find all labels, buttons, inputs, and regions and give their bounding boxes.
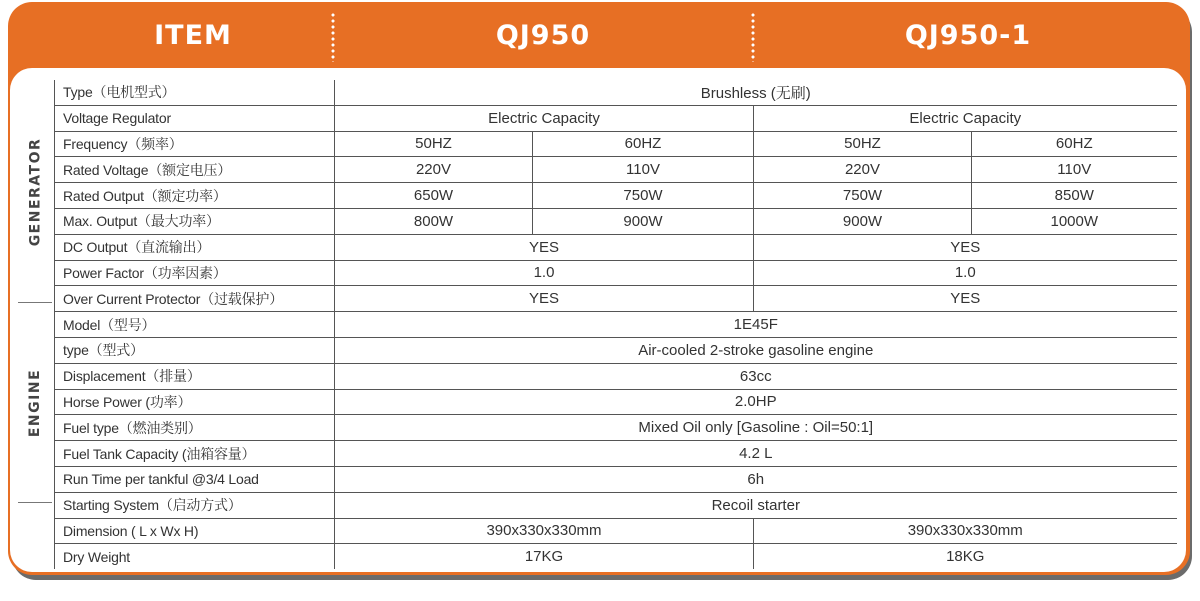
cell-value: 650W [335, 183, 533, 209]
table-row [55, 157, 1177, 183]
table-row [55, 466, 1177, 492]
cell-value: 750W [754, 183, 972, 209]
cell-value: Electric Capacity [335, 105, 754, 131]
row-label: Over Current Protector（过载保护） [55, 286, 335, 312]
cell-value: 850W [972, 183, 1177, 209]
table-row [55, 337, 1177, 363]
row-label: Displacement（排量） [55, 363, 335, 389]
cell-value: Air-cooled 2-stroke gasoline engine [335, 337, 1177, 363]
row-label: DC Output（直流输出） [55, 234, 335, 260]
header-divider-1 [331, 12, 335, 62]
table-row [55, 80, 1177, 105]
table-row [55, 518, 1177, 544]
table-row [55, 389, 1177, 415]
table-row [55, 208, 1177, 234]
row-label: Power Factor（功率因素） [55, 260, 335, 286]
cell-value: 1.0 [335, 260, 754, 286]
cell-value: YES [754, 234, 1177, 260]
spec-table [54, 80, 1177, 569]
row-label: Rated Output（额定功率） [55, 183, 335, 209]
row-label: Rated Voltage（额定电压） [55, 157, 335, 183]
table-row [55, 415, 1177, 441]
row-label: Fuel Tank Capacity (油箱容量） [55, 441, 335, 467]
cell-value: 50HZ [335, 131, 533, 157]
row-label: Fuel type（燃油类别） [55, 415, 335, 441]
table-row [55, 183, 1177, 209]
table-row [55, 544, 1177, 569]
table-row [55, 105, 1177, 131]
table-row [55, 260, 1177, 286]
table-row [55, 441, 1177, 467]
cell-value: 110V [972, 157, 1177, 183]
cell-value: 390x330x330mm [335, 518, 754, 544]
cell-value: 63cc [335, 363, 1177, 389]
row-label: Max. Output（最大功率） [55, 208, 335, 234]
cell-value: 900W [533, 208, 754, 234]
cell-value: Mixed Oil only [Gasoline : Oil=50:1] [335, 415, 1177, 441]
cell-value: YES [335, 234, 754, 260]
table-row [55, 363, 1177, 389]
row-label: Run Time per tankful @3/4 Load [55, 466, 335, 492]
row-label: Frequency（频率） [55, 131, 335, 157]
cell-value: 1000W [972, 208, 1177, 234]
table-row [55, 312, 1177, 338]
cell-value: 800W [335, 208, 533, 234]
cell-value: 60HZ [533, 131, 754, 157]
table-row [55, 286, 1177, 312]
row-label: Type（电机型式） [55, 80, 335, 105]
cell-value: YES [754, 286, 1177, 312]
cell-value: 4.2 L [335, 441, 1177, 467]
cell-value: 60HZ [972, 131, 1177, 157]
cell-value: Brushless (无刷) [335, 80, 1177, 105]
section-divider [18, 502, 52, 503]
cell-value: 390x330x330mm [754, 518, 1177, 544]
header-divider-2 [751, 12, 755, 62]
cell-value: 2.0HP [335, 389, 1177, 415]
cell-value: 900W [754, 208, 972, 234]
table-row [55, 131, 1177, 157]
header-item: ITEM [154, 19, 232, 51]
table-row [55, 492, 1177, 518]
cell-value: 18KG [946, 548, 985, 566]
cell-value: 6h [335, 466, 1177, 492]
table-row [55, 234, 1177, 260]
row-label: Voltage Regulator [55, 105, 335, 131]
cell-value: 1.0 [754, 260, 1177, 286]
cell-value: 50HZ [754, 131, 972, 157]
cell-value: YES [335, 286, 754, 312]
header-model-a: QJ950 [495, 19, 591, 51]
cell-value: 1E45F [335, 312, 1177, 338]
row-label: type（型式） [55, 337, 335, 363]
cell-value: 220V [335, 157, 533, 183]
section-engine: ENGINE [27, 368, 44, 437]
row-label: Model（型号） [55, 312, 335, 338]
row-label: Starting System（启动方式） [55, 492, 335, 518]
cell-value: Recoil starter [335, 492, 1177, 518]
row-label: Dimension ( L x Wx H) [55, 518, 335, 544]
cell-value: 220V [754, 157, 972, 183]
cell-value: 750W [533, 183, 754, 209]
section-generator: GENERATOR [27, 137, 44, 246]
row-label: Dry Weight [55, 544, 335, 569]
cell-value: Electric Capacity [754, 105, 1177, 131]
row-label: Horse Power (功率） [55, 389, 335, 415]
cell-value: 110V [533, 157, 754, 183]
header-model-b: QJ950-1 [904, 19, 1032, 51]
cell-value: 17KG [335, 544, 754, 569]
